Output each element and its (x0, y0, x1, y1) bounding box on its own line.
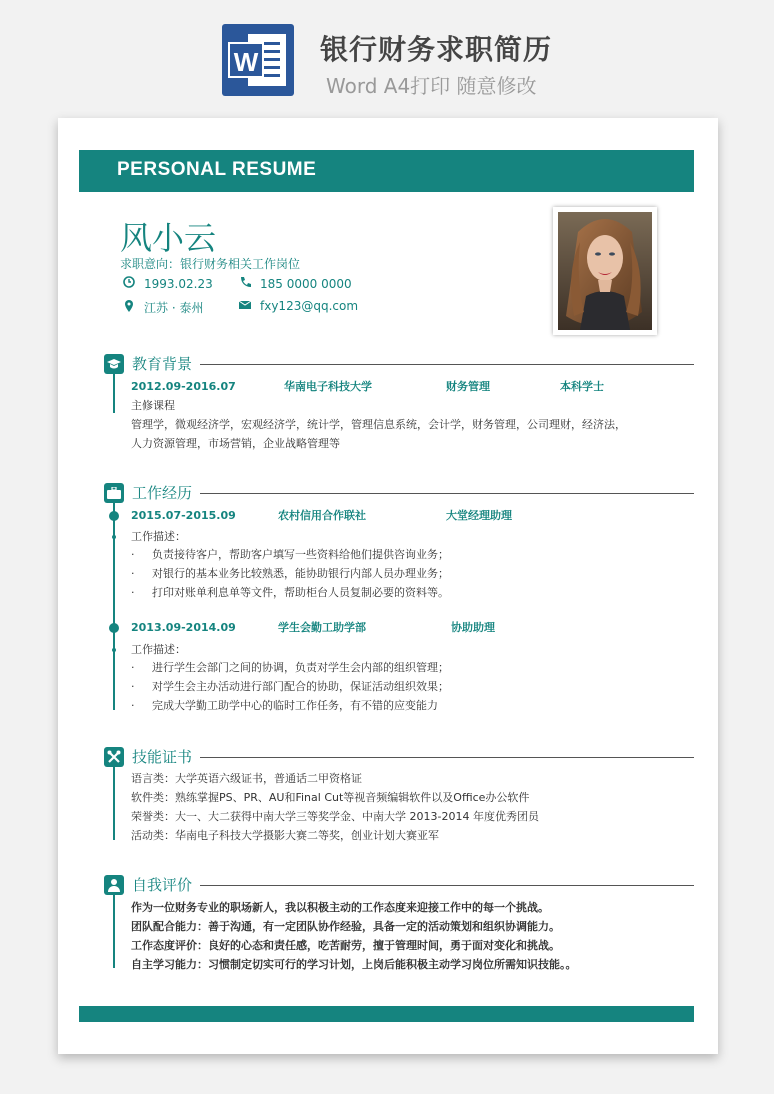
list-item: · 对银行的基本业务比较熟悉，能协助银行内部人员办理业务； (131, 567, 449, 580)
self-line: 作为一位财务专业的职场新人，我以积极主动的工作态度来迎接工作中的每一个挑战。 (131, 901, 549, 914)
banner (0, 0, 774, 110)
location-icon (122, 300, 136, 315)
self-line: 自主学习能力：习惯制定切实可行的学习计划，上岗后能积极主动学习岗位所需知识技能。。 (131, 958, 577, 971)
job-desc-label: 工作描述： (131, 643, 186, 656)
section-divider (200, 364, 694, 365)
resume-page (58, 118, 718, 1054)
education-major: 财务管理 (446, 380, 490, 393)
resume-header-label: PERSONAL RESUME (117, 159, 317, 180)
resume-footer-bar (79, 1006, 694, 1022)
list-item: · 进行学生会部门之间的协调，负责对学生会内部的组织管理； (131, 661, 449, 674)
skill-line: 语言类：大学英语六级证书，普通话二甲资格证 (131, 772, 362, 785)
word-icon-letter: W (228, 42, 264, 78)
education-course-line: 管理学，微观经济学，宏观经济学，统计学，管理信息系统，会计学，财务管理，公司理财，经济法， (131, 418, 626, 431)
work-timeline (113, 494, 115, 710)
self-line: 团队配合能力：善于沟通，有一定团队协作经验，具备一定的活动策划和组织协调能力。 (131, 920, 560, 933)
profile-photo (553, 207, 657, 335)
education-course-line: 人力资源管理，市场营销，企业战略管理等 (131, 437, 340, 450)
timeline-dot (112, 648, 116, 652)
education-degree: 本科学士 (560, 380, 604, 393)
mail-icon (238, 299, 252, 313)
briefcase-icon (104, 483, 124, 503)
skill-line: 荣誉类：大一、大二获得中南大学三等奖学金、中南大学 2013-2014 年度优秀团员 (131, 810, 539, 823)
job-period: 2013.09-2014.09 (131, 621, 236, 634)
job-role: 协助助理 (451, 621, 495, 634)
job-role: 大堂经理助理 (446, 509, 512, 522)
person-icon (104, 875, 124, 895)
skills-title: 技能证书 (132, 748, 193, 766)
birthday-info (122, 276, 213, 291)
education-period: 2012.09-2016.07 (131, 380, 236, 393)
phone-value: 185 0000 0000 (260, 277, 352, 291)
tools-icon (104, 747, 124, 767)
phone-icon (238, 276, 252, 291)
resume-header-bar (79, 150, 694, 192)
graduation-icon (104, 354, 124, 374)
email-value: fxy123@qq.com (260, 299, 359, 313)
skill-line: 软件类：熟练掌握PS、PR、AU和Final Cut等视音频编辑软件以及Office办公软件 (131, 791, 530, 804)
job-period: 2015.07-2015.09 (131, 509, 236, 522)
birthday-value: 1993.02.23 (144, 277, 213, 291)
timeline-dot (112, 535, 116, 539)
job-desc-label: 工作描述： (131, 530, 186, 543)
profile-intent: 求职意向：银行财务相关工作岗位 (120, 257, 301, 271)
skill-line: 活动类：华南电子科技大学摄影大赛二等奖，创业计划大赛亚军 (131, 829, 439, 842)
calendar-icon (122, 276, 136, 291)
banner-title: 银行财务求职简历 (320, 33, 553, 66)
profile-name: 风小云 (120, 219, 217, 257)
word-icon (222, 24, 294, 96)
section-divider (200, 757, 694, 758)
job-org: 农村信用合作联社 (278, 509, 366, 522)
work-title: 工作经历 (132, 484, 193, 502)
self-title: 自我评价 (132, 876, 193, 894)
education-title: 教育背景 (132, 355, 193, 373)
timeline-dot (109, 623, 119, 633)
phone-info (238, 276, 352, 291)
education-course-label: 主修课程 (131, 399, 175, 412)
list-item: · 完成大学勤工助学中心的临时工作任务，有不错的应变能力 (131, 699, 438, 712)
location-info (122, 299, 203, 316)
self-timeline (113, 886, 115, 968)
location-value: 江苏 · 泰州 (144, 301, 204, 315)
section-divider (200, 493, 694, 494)
education-school: 华南电子科技大学 (284, 380, 372, 393)
banner-subtitle: Word A4打印 随意修改 (326, 74, 537, 98)
list-item: · 负责接待客户，帮助客户填写一些资料给他们提供咨询业务； (131, 548, 449, 561)
job-org: 学生会勤工助学部 (278, 621, 366, 634)
timeline-dot (109, 511, 119, 521)
list-item: · 对学生会主办活动进行部门配合的协助，保证活动组织效果； (131, 680, 449, 693)
list-item: · 打印对账单利息单等文件，帮助柜台人员复制必要的资料等。 (131, 586, 449, 599)
email-info (238, 299, 358, 313)
section-divider (200, 885, 694, 886)
self-line: 工作态度评价：良好的心态和责任感，吃苦耐劳，擅于管理时间，勇于面对变化和挑战。 (131, 939, 560, 952)
skills-timeline (113, 758, 115, 840)
